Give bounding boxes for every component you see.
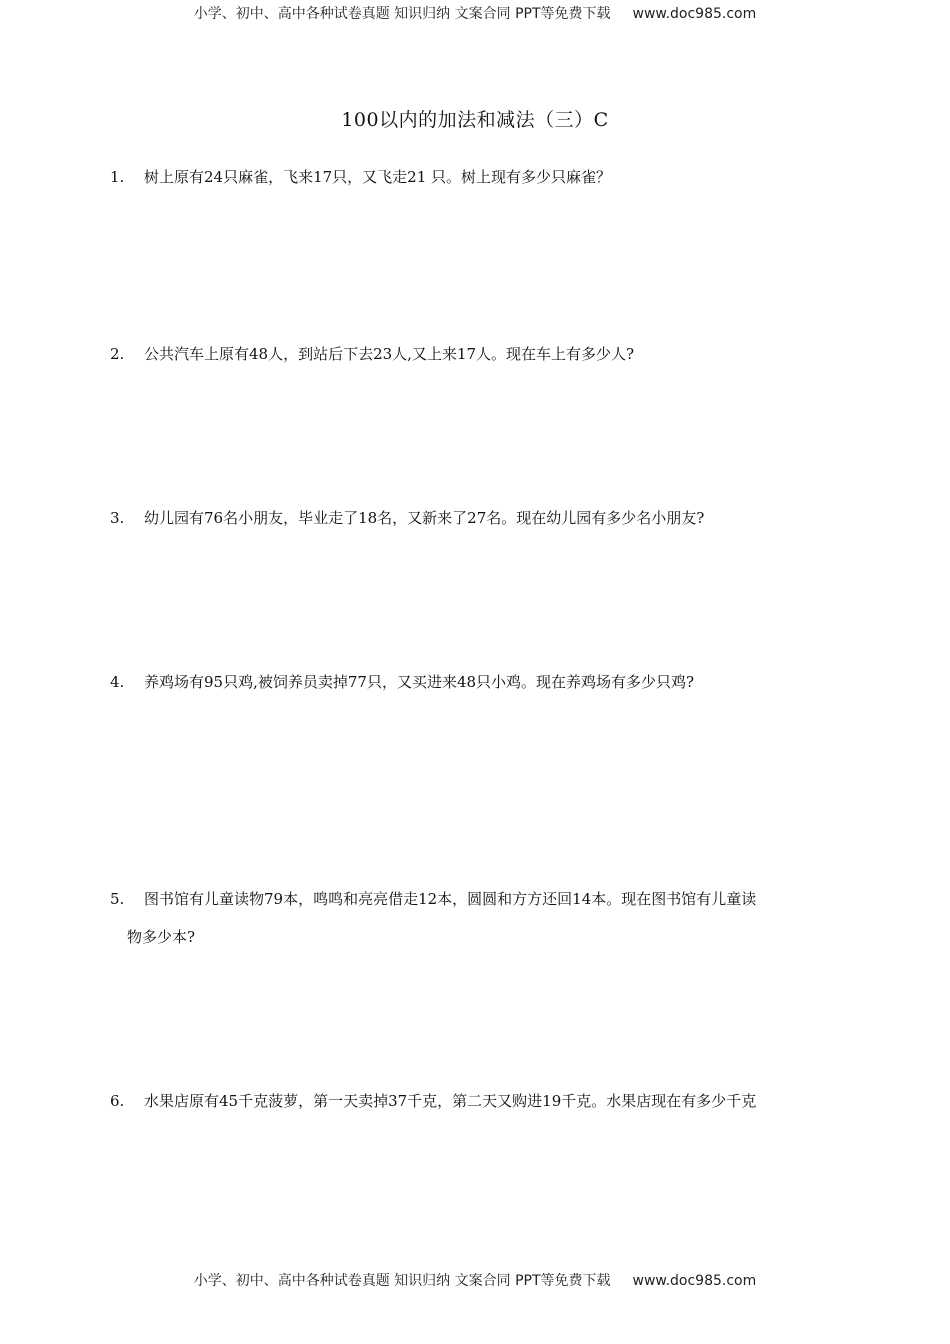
problem-5	[110, 880, 840, 956]
page-title: 100以内的加法和减法（三）C	[341, 109, 609, 131]
problem-6	[110, 1082, 840, 1120]
problem-text: 水果店原有45千克菠萝，第一天卖掉37千克，第二天又购进19千克。水果店现在有多少千克	[144, 1092, 757, 1110]
footer-banner-text: 小学、初中、高中各种试卷真题 知识归纳 文案合同 PPT等免费下载	[193, 1273, 611, 1289]
problem-4	[110, 663, 840, 701]
header-site-link[interactable]: www.doc985.com	[632, 6, 757, 22]
problem-text: 幼儿园有76名小朋友，毕业走了18名，又新来了27名。现在幼儿园有多少名小朋友?	[144, 509, 705, 527]
header-banner	[0, 3, 950, 23]
problem-number: 3.	[110, 509, 125, 527]
problem-number: 4.	[110, 673, 125, 691]
problem-text: 图书馆有儿童读物79本，鸣鸣和亮亮借走12本，圆圆和方方还回14本。现在图书馆有儿童读	[144, 890, 757, 908]
problem-text: 公共汽车上原有48人，到站后下去23人,又上来17人。现在车上有多少人?	[144, 345, 635, 363]
problem-3	[110, 499, 840, 537]
problem-text: 树上原有24只麻雀，飞来17只，又飞走21 只。树上现有多少只麻雀？	[144, 168, 612, 186]
problem-number: 1.	[110, 168, 125, 186]
problem-number: 2.	[110, 345, 125, 363]
header-banner-text: 小学、初中、高中各种试卷真题 知识归纳 文案合同 PPT等免费下载	[193, 6, 611, 22]
problem-number: 5.	[110, 890, 125, 908]
footer-site-link[interactable]: www.doc985.com	[632, 1273, 757, 1289]
problem-text-continuation: 物多少本?	[127, 928, 196, 946]
problem-1	[110, 158, 840, 196]
problem-number: 6.	[110, 1092, 125, 1110]
footer-banner	[0, 1270, 950, 1290]
problem-text: 养鸡场有95只鸡,被饲养员卖掉77只，又买进来48只小鸡。现在养鸡场有多少只鸡?	[144, 673, 695, 691]
problem-2	[110, 335, 840, 373]
